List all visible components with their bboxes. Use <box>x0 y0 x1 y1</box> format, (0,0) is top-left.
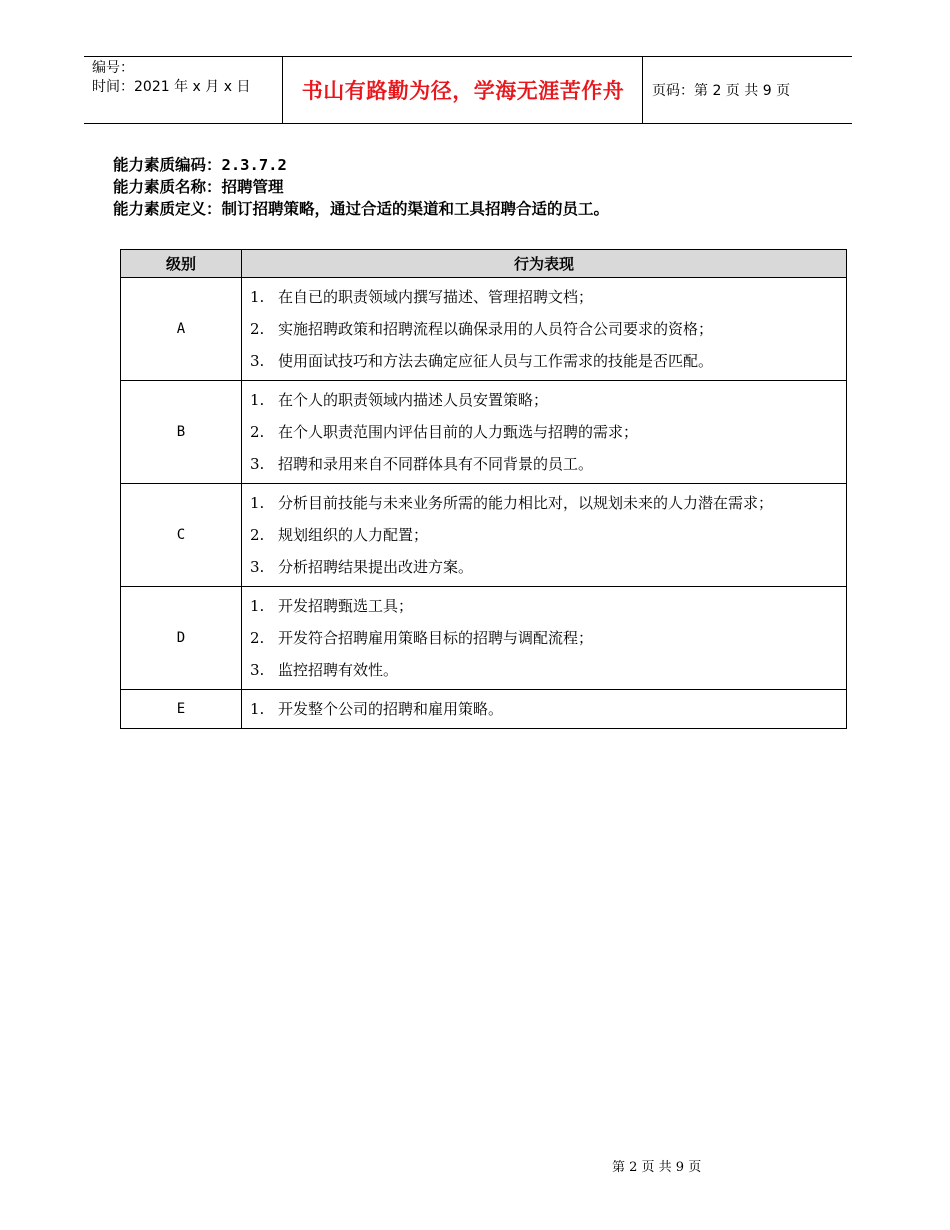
behavior-cell <box>242 278 847 381</box>
document-number-label: 编号： <box>92 60 134 76</box>
table-body <box>121 278 847 729</box>
behavior-item-number: 3. <box>250 558 265 576</box>
behavior-item-number: 1. <box>250 494 265 512</box>
competency-definition-row <box>113 198 609 220</box>
behavior-item <box>250 384 838 416</box>
level-cell: A <box>121 278 242 381</box>
behavior-item-text: 分析目前技能与未来业务所需的能力相比对，以规划未来的人力潜在需求； <box>278 494 774 512</box>
behavior-item-number: 1. <box>250 288 265 306</box>
behavior-item-number: 3. <box>250 661 265 679</box>
competency-code-row <box>113 154 609 176</box>
behavior-item-number: 1. <box>250 391 265 409</box>
behavior-item <box>250 519 838 551</box>
level-cell: C <box>121 484 242 587</box>
header-meta <box>92 59 282 97</box>
behavior-item-text: 在自已的职责领域内撰写描述、管理招聘文档； <box>278 288 594 306</box>
column-header-level: 级别 <box>121 250 242 278</box>
behavior-item-number: 1. <box>250 597 265 615</box>
competency-code-value: 2.3.7.2 <box>221 156 287 174</box>
competency-name-value: 招聘管理 <box>221 178 284 196</box>
behavior-item-number: 3. <box>250 455 265 473</box>
competency-definition-label: 能力素质定义： <box>113 200 222 218</box>
behavior-item <box>250 345 838 377</box>
competency-info <box>113 154 609 220</box>
level-cell: B <box>121 381 242 484</box>
behavior-table <box>120 249 847 729</box>
behavior-cell <box>242 381 847 484</box>
behavior-item <box>250 281 838 313</box>
document-time-label: 时间：2021 年 x 月 x 日 <box>92 79 251 95</box>
competency-definition-value: 制订招聘策略，通过合适的渠道和工具招聘合适的员工。 <box>221 200 610 218</box>
competency-name-row <box>113 176 609 198</box>
behavior-item <box>250 416 838 448</box>
behavior-item-text: 规划组织的人力配置； <box>278 526 429 544</box>
behavior-item <box>250 551 838 583</box>
behavior-item <box>250 654 838 686</box>
behavior-item <box>250 622 838 654</box>
table-row <box>121 587 847 690</box>
table-row <box>121 484 847 587</box>
table-row <box>121 381 847 484</box>
table-row <box>121 278 847 381</box>
page-footer: 第 2 页 共 9 页 <box>612 1160 702 1175</box>
competency-name-label: 能力素质名称： <box>113 178 222 196</box>
level-cell: D <box>121 587 242 690</box>
behavior-item <box>250 693 838 725</box>
behavior-cell <box>242 587 847 690</box>
behavior-item-text: 开发整个公司的招聘和雇用策略。 <box>278 700 504 718</box>
header-motto: 书山有路勤为径，学海无涯苦作舟 <box>301 79 625 103</box>
behavior-item-number: 2. <box>250 629 265 647</box>
table-row <box>121 690 847 729</box>
behavior-item-number: 2. <box>250 320 265 338</box>
behavior-item-text: 使用面试技巧和方法去确定应征人员与工作需求的技能是否匹配。 <box>278 352 714 370</box>
competency-code-label: 能力素质编码： <box>113 156 222 174</box>
behavior-cell <box>242 690 847 729</box>
behavior-item-text: 在个人的职责领域内描述人员安置策略； <box>278 391 549 409</box>
behavior-item-text: 分析招聘结果提出改进方案。 <box>278 558 474 576</box>
behavior-item-number: 3. <box>250 352 265 370</box>
behavior-item <box>250 313 838 345</box>
behavior-item <box>250 448 838 480</box>
behavior-item-number: 1. <box>250 700 265 718</box>
header-page-number: 页码：第 2 页 共 9 页 <box>652 83 791 99</box>
behavior-cell <box>242 484 847 587</box>
document-header <box>84 56 852 124</box>
behavior-item-number: 2. <box>250 423 265 441</box>
behavior-item-text: 监控招聘有效性。 <box>278 661 399 679</box>
table-header-row <box>121 250 847 278</box>
behavior-item-number: 2. <box>250 526 265 544</box>
header-divider <box>642 57 643 123</box>
behavior-item <box>250 487 838 519</box>
behavior-item-text: 开发招聘甄选工具； <box>278 597 414 615</box>
level-cell: E <box>121 690 242 729</box>
behavior-item-text: 实施招聘政策和招聘流程以确保录用的人员符合公司要求的资格； <box>278 320 714 338</box>
behavior-item <box>250 590 838 622</box>
behavior-item-text: 招聘和录用来自不同群体具有不同背景的员工。 <box>278 455 594 473</box>
behavior-item-text: 在个人职责范围内评估目前的人力甄选与招聘的需求； <box>278 423 639 441</box>
column-header-behavior: 行为表现 <box>242 250 847 278</box>
behavior-item-text: 开发符合招聘雇用策略目标的招聘与调配流程； <box>278 629 594 647</box>
